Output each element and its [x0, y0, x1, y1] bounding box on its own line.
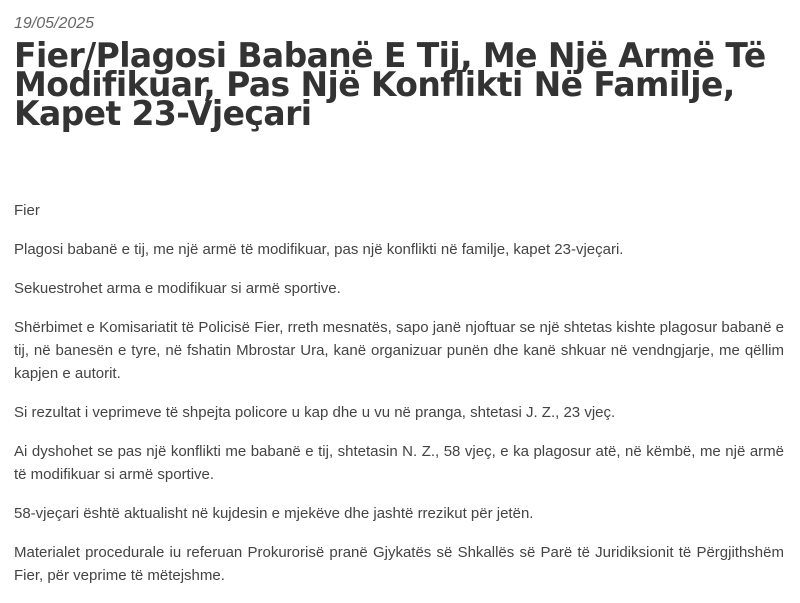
article [14, 0, 784, 603]
article-paragraph: Ai dyshohet se pas një konflikti me babanë e tij, shtetasin N. Z., 58 vjeç, e ka plagosur atë, në këmbë, me një armë të modifikuar si armë sportive. [14, 443, 784, 483]
article-title-line: Fier/Plagosi Babanë E Tij, Me Një Armë Të [14, 36, 766, 76]
article-paragraph: Shërbimet e Komisariatit të Policisë Fier, rreth mesnatës, sapo janë njoftuar se një shtetas kishte plagosur babanë e tij, në banesën e tyre, në fshatin Mbrostar Ura, kanë organizuar punën dhe kanë shkuar në vendngjarje, me qëllim kapjen e autorit. [14, 319, 784, 382]
article-paragraph: Plagosi babanë e tij, me një armë të modifikuar, pas një konflikti në familje, kapet 23-vjeçari. [14, 241, 624, 258]
article-paragraph: 58-vjeçari është aktualisht në kujdesin e mjekëve dhe jashtë rrezikut për jetën. [14, 505, 534, 522]
article-title-line: Modifikuar, Pas Një Konflikti Në Familje, [14, 65, 735, 105]
article-date: 19/05/2025 [14, 15, 95, 32]
article-body [14, 199, 784, 587]
article-paragraph: Si rezultat i veprimeve të shpejta policore u kap dhe u vu në pranga, shtetasi J. Z., 23 vjeç. [14, 404, 616, 421]
article-title-line: Kapet 23-Vjeçari [14, 94, 312, 134]
article-paragraph: Sekuestrohet arma e modifikuar si armë sportive. [14, 280, 341, 297]
article-paragraph: Materialet procedurale iu referuan Prokurorisë pranë Gjykatës së Shkallës së Parë të Juridiksionit të Përgjithshëm Fier, për veprime të mëtejshme. [14, 544, 784, 584]
article-paragraph: Fier [14, 202, 40, 219]
article-title [14, 36, 766, 134]
